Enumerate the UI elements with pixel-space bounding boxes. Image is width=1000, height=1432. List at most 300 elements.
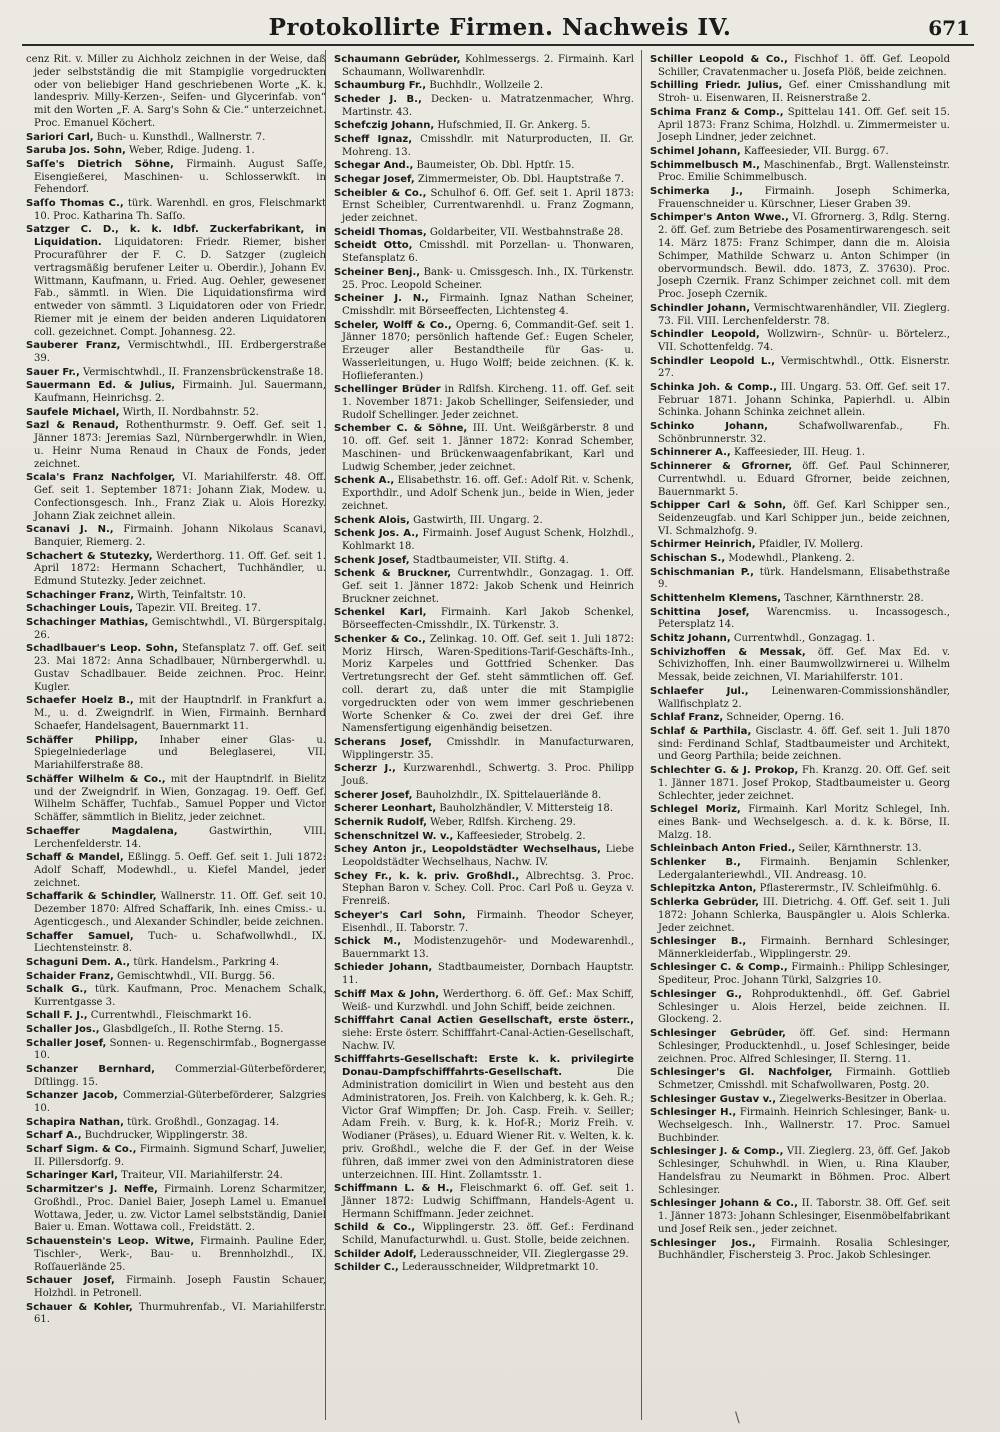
firm-details: Seiler, Kärnthnerstr. 13. — [798, 843, 922, 855]
firm-name: Schember C. & Söhne, — [334, 423, 468, 435]
firm-details: Die Administration domicilirt in Wien und besteht aus den Administratoren, Jos. Freih. von Kalchberg, k. k. Geh. R.; Victor Graf Wimpffen; Dr. Joh. Casp. Freih. v. Seiller; Adam Freih. v. Burg, k. k. Hof-R.; Moriz Freih. v. Wodianer (Präses), u. Eduard Wiener Rit. v. Welten, k. k. priv. Großhdl., welche die F. der Gef. in der Weise führen, daß immer zwei von den Administratoren diese unterzeichnen. III. Hint. Zollamtsstr. 1. — [342, 1067, 634, 1181]
firm-details: Firmainh. Jul. Sauermann, Kaufmann, Heinrichsg. 2. — [34, 380, 326, 405]
firm-name: Schenker & Co., — [334, 633, 426, 645]
directory-entry — [650, 553, 950, 566]
directory-entry — [26, 1236, 326, 1274]
firm-details: Cmisshdlr. mit Naturproducten, II. Gr. Mohreng. 13. — [342, 133, 634, 158]
firm-name: Schaefer Hoelz B., — [26, 695, 134, 707]
firm-name: Scharf Sigm. & Co., — [26, 1144, 137, 1156]
firm-name: Schittina Josef, — [650, 606, 750, 618]
firm-details: Tapezir. VII. Breiteg. 17. — [136, 603, 261, 615]
firm-name: Schachinger Mathias, — [26, 617, 149, 629]
firm-details: Firmainh. Karl Moritz Schlegel, Inh. eines Bank- und Wechselgesch. a. d. k. k. Börse, II. Malzg. 18. — [658, 804, 950, 841]
firm-details: Firmainh. Heinrich Schlesinger, Bank- u. Wechselgesch. Inh., Wallnerstr. 17. Proc. Samuel Buchbinder. — [658, 1107, 950, 1144]
firm-name: Schimper's Anton Wwe., — [650, 212, 789, 224]
firm-details: Decken- u. Matratzenmacher, Whrg. Martinstr. 43. — [342, 93, 634, 118]
directory-entry — [650, 765, 950, 803]
directory-entry — [334, 423, 634, 474]
firm-details: öff. Gef. Max Ed. v. Schivizhoffen, Inh. einer Baumwollzwirnerei u. Wilhelm Messak, beide zeichnen, VI. Mariahilferstr. 101. — [658, 646, 950, 684]
firm-name: Schalk G., — [26, 984, 88, 996]
firm-details: Wallnerstr. 11. Off. Gef. seit 10. Dezember 1870: Alfred Schaffarik, Inh. eines Cmiss.- u. Agenticgesch., und Alexander Schindler, beide zeichnen. — [34, 891, 326, 928]
directory-entry — [650, 804, 950, 842]
directory-entry — [26, 931, 326, 957]
directory-entry — [650, 1028, 950, 1066]
directory-entry — [650, 1198, 950, 1236]
firm-details: Tuch- u. Schafwollwhdl., IX. Liechtensteinstr. 8. — [34, 930, 326, 955]
firm-name: Schlesinger Jos., — [650, 1237, 756, 1249]
firm-name: Scheibler & Co., — [334, 187, 427, 199]
firm-details: türk. Kaufmann, Proc. Menachem Schalk, Kurrentgasse 3. — [34, 984, 326, 1008]
directory-entry — [650, 686, 950, 712]
firm-details: Rohproduktenhdl., öff. Gef. Gabriel Schlesinger u. Alois Herzel, beide zeichnen. II. Glockeng. 2. — [658, 988, 950, 1026]
directory-entry — [26, 1184, 326, 1235]
directory-entry — [650, 500, 950, 538]
directory-entry — [334, 831, 634, 844]
firm-details: Fleischmarkt 6. off. Gef. seit 1. Jänner 1872: Ludwig Schiffmann, Handels-Agent u. Hermann Schiffmann. Jeder zeichnet. — [342, 1183, 634, 1220]
firm-name: Schlesinger H., — [650, 1107, 737, 1119]
directory-entry — [334, 555, 634, 568]
directory-entry — [650, 843, 950, 856]
directory-entry — [650, 989, 950, 1027]
directory-entry — [26, 1170, 326, 1183]
firm-details: Modewhdl., Plankeng. 2. — [728, 553, 855, 565]
directory-entry — [650, 726, 950, 764]
firm-details: Gisclastr. 4. öff. Gef. seit 1. Juli 1870 sind: Ferdinand Schlaf, Stadtbaumeister und Architekt, und Georg Parthila; beide zeichnen. — [658, 725, 950, 763]
firm-details: Firmainh. Bernhard Schlesinger, Männerkleiderfab., Wipplingerstr. 29. — [658, 936, 950, 960]
firm-name: Sauer Fr., — [26, 366, 80, 378]
directory-entry — [26, 1302, 326, 1328]
firm-name: Schlesinger C. & Comp., — [650, 962, 788, 974]
firm-details: Goldarbeiter, VII. Westbahnstraße 28. — [429, 226, 624, 238]
firm-details: Firmainh. Rosalia Schlesinger, Buchhändler, Fischersteig 3. Proc. Jakob Schlesinger. — [658, 1237, 950, 1262]
firm-name: Schinnerer A., — [650, 447, 731, 459]
directory-entry — [650, 329, 950, 355]
directory-entry — [334, 790, 634, 803]
firm-details: mit der Hauptndrlf. in Bielitz und der Zweigndrlf. in Wien, Gonzagag. 19. Oeff. Gef. Wilhelm Schäffer, Tuchfab., Samuel Popper und Victor Schäffer, sämmtlich in Bielitz, jeder zeichnet. — [34, 773, 326, 824]
firm-details: Eßlingg. 5. Oeff. Gef. seit 1. Juli 1872: Adolf Schaff, Modewhdl., u. Kiefel Mandel, jeder zeichnet. — [34, 852, 326, 889]
firm-name: Scheiner Benj., — [334, 266, 421, 278]
firm-details: Currentwhdl., Gonzagag. 1. — [733, 633, 876, 644]
firm-name: Schellinger Brüder — [334, 384, 441, 396]
firm-name: Scheler, Wolff & Co., — [334, 319, 452, 331]
firm-details: Wipplingerstr. 23. öff. Gef.: Ferdinand Schild, Manufacturwhdl. u. Gust. Stolle, beide zeichnen. — [342, 1222, 634, 1247]
firm-details: Weber, Rdlfsh. Kircheng. 29. — [430, 816, 576, 828]
firm-name: Schlesinger Gebrüder, — [650, 1028, 786, 1040]
directory-entry — [650, 1067, 950, 1093]
firm-details: mit der Hauptndrlf. in Frankfurt a. M., u. d. Zweigndrlf. in Wien, Firmainh. Bernhard Schaefer, Handelsagent, Bauernmarkt 11. — [34, 695, 326, 732]
firm-name: Schachinger Franz, — [26, 589, 135, 601]
directory-entry — [650, 1146, 950, 1197]
directory-entry — [334, 227, 634, 240]
directory-entry — [26, 132, 326, 145]
directory-entry — [650, 607, 950, 633]
firm-details: Liquidatoren: Friedr. Riemer, bisher Procuraführer der F. C. D. Satzger (zugleich vertragsmäßig berufener Leiter u. Oberdir.), Johann Ev. Wittmann, Kaufmann, u. Fried. Aug. Oehler, gewesener Fab., sämmtl. in Wien. Die Liquidationsfirma wird entweder von sämmtl. 3 Liquidatoren oder von Friedr. Riemer mit je einem der beiden anderen Liquidatoren coll. gezeichnet. Compt. Johannesg. 22. — [34, 237, 326, 338]
firm-details: Baumeister, Ob. Dbl. Hptſr. 15. — [416, 160, 575, 172]
directory-entry — [26, 1130, 326, 1143]
firm-details: Wollzwirn-, Schnür- u. Börtelerz., VII. Schottenfeldg. 74. — [658, 329, 950, 353]
firm-details: Gastwirthin, VIII. Lerchenfelderstr. 14. — [34, 825, 326, 850]
firm-name: Scharmitzer's J. Neffe, — [26, 1184, 158, 1196]
firm-details: Vermischtwhdl., Ottk. Eisnerstr. 27. — [658, 355, 950, 380]
firm-details: Ziegelwerks-Besitzer in Oberlaa. — [779, 1093, 947, 1105]
directory-entry — [650, 303, 950, 329]
firm-name: Schaumann Gebrüder, — [334, 54, 461, 65]
directory-entry — [334, 1222, 634, 1248]
firm-name: Schaider Franz, — [26, 970, 114, 982]
firm-details: Leinenwaren-Commissionshändler, Wallfischplatz 2. — [658, 685, 950, 710]
firm-name: Schindler Leopold L., — [650, 355, 775, 367]
firm-details: Firmainh. Theodor Scheyer, Eisenhdl., II. Taborstr. 7. — [342, 909, 634, 934]
directory-entry — [26, 1064, 326, 1090]
directory-entry — [334, 763, 634, 789]
firm-name: Schanzer Bernhard, — [26, 1064, 155, 1076]
firm-name: Schifffahrts-Gesellschaft: Erste k. k. privilegirte Donau-Dampfschifffahrts-Gesellschaft. — [334, 1054, 634, 1079]
directory-entry — [334, 962, 634, 988]
firm-details: Buchdrucker, Wipplingerstr. 38. — [84, 1130, 248, 1142]
firm-details: türk. Großhdl., Gonzagag. 14. — [127, 1116, 280, 1128]
firm-details: Elisabethstr. 16. off. Gef.: Adolf Rit. v. Schenk, Exporthdlr., und Adolf Schenk jun., beide in Wien, jeder zeichnet. — [342, 475, 634, 513]
firm-details: öff. Gef. Paul Schinnerer, Currentwhdl. u. Eduard Gfrorner, beide zeichnen, Bauernmarkt 5. — [658, 461, 950, 498]
firm-name: Schlenker B., — [650, 856, 741, 868]
firm-name: Scharinger Karl, — [26, 1170, 118, 1182]
directory-entry — [26, 524, 326, 550]
firm-details: VII. Zieglerg. 23, öff. Gef. Jakob Schlesinger, Schuhwhdl. in Wien, u. Rina Klauber, Handelsfrau zu Neumarkt in Böhmen. Proc. Albert Schlesinger. — [658, 1146, 950, 1196]
firm-name: Schaffer Samuel, — [26, 930, 134, 942]
firm-details: Taschner, Kärnthnerstr. 28. — [784, 593, 924, 605]
directory-entry — [650, 567, 950, 593]
firm-name: Schimel Johann, — [650, 145, 741, 157]
directory-entry — [334, 174, 634, 187]
firm-details: Commerzial-Güterbeförderer, Dſtlingg. 15. — [34, 1064, 326, 1088]
directory-entry — [650, 186, 950, 212]
firm-name: Saſſe's Dietrich Söhne, — [26, 158, 174, 170]
firm-name: Schegar Josef, — [334, 173, 415, 185]
directory-entry — [650, 1094, 950, 1107]
directory-entry — [334, 528, 634, 554]
firm-details: Kaffeesieder, Strobelg. 2. — [456, 830, 586, 842]
directory-entry — [26, 1024, 326, 1037]
firm-name: Scherzr J., — [334, 763, 396, 775]
directory-entry — [334, 607, 634, 633]
directory-entry — [26, 891, 326, 929]
firm-details: türk. Warenhdl. en gros, Fleischmarkt 10. Proc. Katharina Th. Saſſo. — [34, 197, 326, 222]
firm-name: Satzger C. D., k. k. Idbf. Zuckerfabrikant, in Liquidation. — [26, 224, 326, 249]
firm-name: Schlesinger J. & Comp., — [650, 1146, 784, 1158]
firm-name: Schenschnitzel W. v., — [334, 830, 454, 842]
directory-entry — [650, 962, 950, 988]
firm-name: Sariori Carl, — [26, 131, 94, 143]
directory-entry — [26, 1117, 326, 1130]
directory-entry — [650, 447, 950, 460]
firm-name: Scheff Ignaz, — [334, 133, 413, 145]
firm-name: Schilder C., — [334, 1262, 399, 1274]
directory-entry — [650, 633, 950, 646]
firm-name: Saufele Michael, — [26, 406, 120, 418]
firm-name: Schanzer Jacob, — [26, 1090, 118, 1102]
firm-details: VI. Mariahilferstr. 48. Off. Gef. seit 1. September 1871: Johann Ziak, Modew. u. Confectionsgesch. Inh., Franz Ziak u. Alois Horezky. Johann Ziak zeichnet allein. — [34, 472, 326, 522]
directory-entry — [650, 212, 950, 302]
directory-entry — [26, 1038, 326, 1064]
firm-details: Cmisshdl. mit Porzellan- u. Thonwaren, Stefansplatz 6. — [342, 240, 634, 265]
firm-details: Firmainh. Ignaz Nathan Scheiner, Cmisshdlr. mit Börseeffecten, Lichtensteg 4. — [342, 293, 634, 317]
firm-name: Saruba Jos. Sohn, — [26, 145, 126, 157]
firm-name: Schenk Jos. A., — [334, 528, 419, 540]
firm-name: Schlesinger B., — [650, 936, 747, 948]
firm-name: Schimerka J., — [650, 185, 743, 197]
firm-name: Schivizhoffen & Messak, — [650, 646, 806, 658]
firm-name: Schey Fr., k. k. priv. Großhdl., — [334, 870, 520, 882]
firm-details: Firmainh. Benjamin Schlenker, Ledergalanteriewhdl., VII. Andreasg. 10. — [658, 856, 950, 881]
directory-entry — [650, 712, 950, 725]
firm-name: Schachinger Louis, — [26, 603, 133, 615]
directory-entry — [334, 936, 634, 962]
directory-entry — [26, 1144, 326, 1170]
firm-details: Bank- u. Cmissgesch. Inh., IX. Türkenstr. 25. Proc. Leopold Scheiner. — [342, 266, 634, 291]
directory-entry — [334, 1249, 634, 1262]
firm-details: Commerzial-Güterbeförderer, Salzgries 10. — [34, 1090, 326, 1115]
firm-name: Schinka Joh. & Comp., — [650, 381, 777, 393]
firm-name: Schilling Friedr. Julius, — [650, 80, 783, 92]
firm-details: Cmisshdlr. in Manufacturwaren, Wipplingerstr. 35. — [342, 736, 634, 761]
directory-entry — [334, 240, 634, 266]
firm-name: Schiller Leopold & Co., — [650, 54, 788, 65]
directory-entry — [334, 134, 634, 160]
firm-name: Schey Anton jr., Leopoldstädter Wechselhaus, — [334, 844, 601, 856]
firm-name: Scharf A., — [26, 1130, 82, 1142]
directory-entry — [334, 80, 634, 93]
firm-name: Schischan S., — [650, 553, 726, 565]
firm-name: Schachert & Stutezky, — [26, 550, 153, 562]
firm-details: Rothenthurmstr. 9. Oeff. Gef. seit 1. Jänner 1873: Jeremias Sazl, Nürnbergerwhdlr. in Wien, u. Heinr Numa Renaud in Chaux de Fonds, jeder zeichnet. — [34, 420, 326, 470]
firm-name: Schaller Josef, — [26, 1037, 107, 1049]
firm-details: Bauholzhändler, V. Mittersteig 18. — [439, 803, 614, 815]
firm-details: Gemischtwhdl., VI. Bürgerspitalg. 26. — [34, 617, 326, 641]
directory-entry — [334, 54, 634, 80]
directory-entry — [650, 1238, 950, 1264]
directory-entry — [650, 356, 950, 382]
firm-details: Firmainh. Joseph Schimerka, Frauenschneider u. Kürschner, Lieser Graben 39. — [658, 185, 950, 210]
directory-entry — [650, 539, 950, 552]
firm-details: Kaffeesieder, VII. Burgg. 67. — [743, 145, 889, 157]
firm-name: Sauermann Ed. & Julius, — [26, 380, 176, 392]
firm-details: Firmainh. Josef August Schenk, Holzhdl., Kohlmarkt 18. — [342, 528, 634, 553]
firm-details: öff. Gef. Karl Schipper sen., Seidenzeugfab. und Karl Schipper jun., beide zeichnen, VI. Schmalzhofg. 9. — [658, 500, 950, 537]
page-header — [0, 14, 1000, 44]
directory-entry — [334, 188, 634, 226]
directory-entry — [334, 475, 634, 513]
firm-details: Kaffeesieder, III. Heug. 1. — [733, 447, 866, 459]
directory-entry — [26, 145, 326, 158]
firm-details: Firmainh. Pauline Eder, Tischler-, Werk-, Bau- u. Brennholzhdl., IX. Roſſauerlände 25. — [34, 1236, 326, 1273]
firm-details: III. Dietrichg. 4. Off. Gef. seit 1. Juli 1872: Johann Schlerka, Bauspängler u. Alois Schlerka. Jeder zeichnet. — [658, 896, 950, 934]
directory-entry — [650, 461, 950, 499]
firm-name: Schlepitzka Anton, — [650, 883, 757, 895]
firm-details: Currentwhdlr., Gonzagag. 1. Off. Gef. seit 1. Jänner 1872: Jakob Schenk und Heinrich Bruckner zeichnet. — [342, 568, 634, 605]
firm-details: Gef. einer Cmisshandlung mit Stroh- u. Eisenwaren, II. Reisnerstraße 2. — [658, 80, 950, 105]
firm-details: Gemischtwhdl., VII. Burgg. 56. — [117, 970, 275, 982]
firm-name: Schleinbach Anton Fried., — [650, 843, 796, 855]
directory-entry — [26, 224, 326, 339]
firm-name: Schick M., — [334, 936, 402, 948]
firm-details: Kurzwarenhdl., Schwertg. 3. Proc. Philipp Jouß. — [342, 763, 634, 788]
firm-name: Schapira Nathan, — [26, 1116, 124, 1128]
firm-details: Currentwhdl., Fleischmarkt 16. — [90, 1010, 252, 1022]
firm-details: Firmainh. Joseph Faustin Schauer, Holzhdl. in Petronell. — [34, 1275, 326, 1299]
directory-entry — [650, 382, 950, 420]
firm-details: Firmainh. Lorenz Scharmitzer, Großhdl., Proc. Daniel Baier, Joseph Lamel u. Emanuel Wottawa, Jeder, u. zw. Victor Lamel selbstständig, Daniel Baier u. Eman. Wottawa coll., Freidstätt. 2. — [34, 1184, 326, 1234]
firm-name: Schaguni Dem. A., — [26, 956, 131, 968]
firm-name: Saſſo Thomas C., — [26, 197, 124, 209]
directory-entry — [26, 407, 326, 420]
firm-details: Zimmermeister, Ob. Dbl. Hauptstraße 7. — [417, 173, 625, 185]
firm-name: Schauer Josef, — [26, 1275, 115, 1287]
directory-entry — [334, 1054, 634, 1182]
firm-name: Schiffmann L. & H., — [334, 1183, 454, 1195]
firm-details: Firmainh.: Philipp Schlesinger, Spediteur, Proc. Johann Türkl, Salzgries 10. — [658, 962, 950, 987]
firm-name: Schlaf & Parthila, — [650, 725, 752, 737]
directory-entry — [650, 107, 950, 145]
firm-name: Sazl & Renaud, — [26, 420, 119, 432]
firm-details: Pflasterermstr., IV. Schleifmühlg. 6. — [759, 883, 941, 895]
firm-details: Schneider, Operng. 16. — [726, 712, 845, 724]
firm-details: Firmainh. August Saſſe, Eisengießerei, Maschinen- u. Schlosserwkſt. in Fehendorf. — [34, 158, 326, 196]
page-number: 671 — [928, 16, 970, 40]
directory-entry — [650, 146, 950, 159]
directory-entry — [334, 910, 634, 936]
firm-name: Scherer Josef, — [334, 789, 413, 801]
firm-name: Schegar And., — [334, 160, 414, 172]
directory-entry — [334, 120, 634, 133]
header-rule — [22, 44, 974, 46]
directory-entry — [334, 1262, 634, 1275]
firm-details: Pfaidler, IV. Mollerg. — [758, 539, 864, 551]
directory-entry — [26, 159, 326, 197]
directory-entry — [26, 1090, 326, 1116]
firm-name: Schaeffer Magdalena, — [26, 825, 178, 837]
firm-name: Schilder Adolf, — [334, 1248, 417, 1260]
directory-entry — [26, 603, 326, 616]
directory-entry — [650, 647, 950, 685]
firm-name: Schieder Johann, — [334, 962, 433, 974]
firm-details: Firmainh. Sigmund Scharf, Juwelier, II. Pillersdorfg. 9. — [34, 1144, 326, 1168]
firm-name: Schlesinger G., — [650, 988, 742, 1000]
firm-name: Schall F. J., — [26, 1010, 88, 1022]
firm-name: Schifffahrt Canal Actien Gesellschaft, erste österr., — [334, 1015, 634, 1027]
firm-details: Buch- u. Kunsthdl., Wallnerstr. 7. — [96, 131, 266, 143]
directory-entry — [26, 54, 326, 131]
firm-name: Schittenhelm Klemens, — [650, 593, 782, 605]
firm-name: Schirmer Heinrich, — [650, 539, 756, 551]
firm-details: Traiteur, VII. Mariahilferstr. 24. — [121, 1170, 283, 1182]
directory-entry — [334, 267, 634, 293]
firm-name: Schenk Alois, — [334, 514, 410, 526]
firm-name: Scheidl Thomas, — [334, 226, 427, 238]
firm-details: Vermischtwhdl., III. Erdbergerstraße 39. — [34, 340, 326, 365]
directory-entry — [26, 774, 326, 825]
firm-name: Schenk Josef, — [334, 554, 410, 566]
firm-details: cenz Rit. v. Miller zu Aichholz zeichnen in der Weise, daß jeder selbstständig die mit Stampiglie vorgedruckten oder von beliebiger Hand geschriebenen Worte „K. k. landespriv. Milly-Kerzen-, Seifen- und Glycerinfab. von“ mit den Worten „F. A. Sarg's Sohn & Cie.“ unterzeichnet. Proc. Emanuel Köchert. — [26, 54, 326, 129]
firm-details: Hufschmied, II. Gr. Ankerg. 5. — [437, 120, 591, 132]
directory-entry — [334, 1015, 634, 1053]
firm-name: Schlesinger's Gl. Nachfolger, — [650, 1067, 833, 1079]
firm-name: Schlaf Franz, — [650, 712, 724, 724]
directory-entry — [334, 568, 634, 606]
firm-details: Modistenzugehör- und Modewarenhdl., Bauernmarkt 13. — [342, 936, 634, 960]
firm-name: Schlegel Moriz, — [650, 804, 741, 816]
directory-entry — [26, 590, 326, 603]
directory-entry — [26, 852, 326, 890]
firm-details: Stefansplatz 7. off. Gef. seit 23. Mai 1872: Anna Schadlbauer, Nürnbergerwhdl. u. Gustav Schadlbauer. Beide zeichnen. Proc. Heinr. Kugler. — [34, 643, 326, 693]
firm-details: Wirth, II. Nordbahnstr. 52. — [122, 406, 259, 418]
directory-entry — [334, 384, 634, 422]
firm-details: Fischhof 1. öff. Gef. Leopold Schiller, Cravatenmacher u. Josefa Plöß, beide zeichnen. — [658, 54, 950, 78]
firm-details: Firmainh. Karl Jakob Schenkel, Börseeffecten-Cmisshdlr., IX. Türkenstr. 3. — [342, 607, 634, 632]
directory-entry — [334, 737, 634, 763]
firm-name: Schinnerer & Gfrorner, — [650, 461, 793, 473]
firm-details: Vermischtwhdl., II. Franzensbrückenstraße 18. — [83, 366, 324, 378]
firm-details: Schafwollwarenfab., Fh. Schönbrunnerstr. 32. — [658, 421, 950, 445]
firm-name: Schefczig Johann, — [334, 120, 435, 132]
firm-details: Lederausschneider, VII. Zieglergasse 29. — [419, 1248, 629, 1260]
firm-details: Stadtbaumeister, VII. Stiftg. 4. — [412, 554, 569, 566]
firm-details: Zelinkag. 10. Off. Gef. seit 1. Juli 1872: Moriz Hirsch, Waren-Speditions-Tarif-Geschäfts-Inh., Moriz Karpeles und Gottfried Schenker. Das Vertretungsrecht der Gef. steht sämmtlichen off. Gef. coll. derart zu, daß unter die mit Stampiglie vorgedruckten oder von wem immer geschriebenen Worte Schenker & Co. zwei der drei Gef. ihre Namensfertigung eigenhändig beisetzen. — [342, 633, 634, 735]
directory-entry — [650, 593, 950, 606]
firm-name: Schlerka Gebrüder, — [650, 896, 759, 908]
firm-name: Schindler Leopold, — [650, 329, 760, 341]
firm-details: Maschinenfab., Brgt. Wallensteinstr. Proc. Emilie Schimmelbusch. — [658, 159, 950, 184]
firm-details: Sonnen- u. Regenschirmfab., Bognergasse 10. — [34, 1037, 326, 1062]
directory-entry — [650, 883, 950, 896]
firm-details: Firmainh. Gottlieb Schmetzer, Cmisshdl. mit Schafwollwaren, Postg. 20. — [658, 1067, 950, 1092]
firm-name: Scheiner J. N., — [334, 293, 429, 305]
firm-details: Lederausschneider, Wildpretmarkt 10. — [401, 1262, 599, 1274]
firm-details: Weber, Rdige. Judeng. 1. — [129, 145, 255, 157]
firm-details: Schulhof 6. Off. Gef. seit 1. April 1873: Ernst Scheibler, Currentwarenhdl. u. Franz Zogmann, jeder zeichnet. — [342, 187, 634, 225]
firm-name: Schadlbauer's Leop. Sohn, — [26, 643, 178, 655]
directory-entry — [334, 293, 634, 319]
directory-entry — [334, 803, 634, 816]
firm-name: Schauenstein's Leop. Witwe, — [26, 1236, 195, 1247]
firm-name: Schaff & Mandel, — [26, 852, 124, 864]
directory-entry — [26, 1275, 326, 1301]
directory-entry — [334, 634, 634, 736]
directory-entry — [650, 897, 950, 935]
firm-name: Sauberer Franz, — [26, 340, 121, 352]
firm-name: Schinko Johann, — [650, 421, 768, 433]
firm-name: Scheyer's Carl Sohn, — [334, 909, 466, 921]
firm-details: Werderthorg. 11. Off. Gef. seit 1. April 1872: Hermann Schachert, Tuchhändler, u. Edmund Stutezky. Jeder zeichnet. — [34, 550, 326, 588]
firm-details: III. Ungarg. 53. Off. Gef. seit 17. Februar 1871. Johann Schinka, Papierhdl. u. Albin Schinka. Johann Schinka zeichnet allein. — [658, 381, 950, 419]
firm-name: Scherer Leonhart, — [334, 803, 437, 815]
firm-name: Schischmanian P., — [650, 566, 754, 578]
firm-name: Schitz Johann, — [650, 633, 731, 644]
directory-entry — [650, 936, 950, 962]
firm-details: III. Unt. Weißgärberstr. 8 und 10. off. Gef. seit 1. Jänner 1872: Konrad Schember, Maschinen- und Brückenwaagenfabrikant, Karl und Ludwig Schember, jeder zeichnet. — [342, 423, 634, 473]
directory-entry — [26, 380, 326, 406]
firm-details: öff. Gef. sind: Hermann Schlesinger, Producktenhdl., u. Josef Schlesinger, beide zeichnen. Proc. Alfred Schlesinger, II. Sterng. 11. — [658, 1028, 950, 1065]
directory-entry — [26, 984, 326, 1010]
firm-details: Glasbdlgeſch., II. Rothe Sterng. 15. — [102, 1024, 284, 1036]
firm-name: Schäffer Wilhelm & Co., — [26, 773, 166, 785]
firm-name: Scanavi J. N., — [26, 524, 114, 536]
scan-mark: \ — [735, 1410, 740, 1426]
firm-name: Scheder J. B., — [334, 93, 422, 105]
firm-details: Warencmiss. u. Incassogesch., Petersplatz 14. — [658, 606, 950, 631]
firm-details: Firmainh. Johann Nikolaus Scanavi, Banquier, Riemerg. 2. — [34, 524, 326, 549]
directory-entry — [650, 421, 950, 447]
directory-entry — [334, 871, 634, 909]
firm-details: Thurmuhrenfab., VI. Mariahilferstr. 61. — [34, 1301, 326, 1326]
